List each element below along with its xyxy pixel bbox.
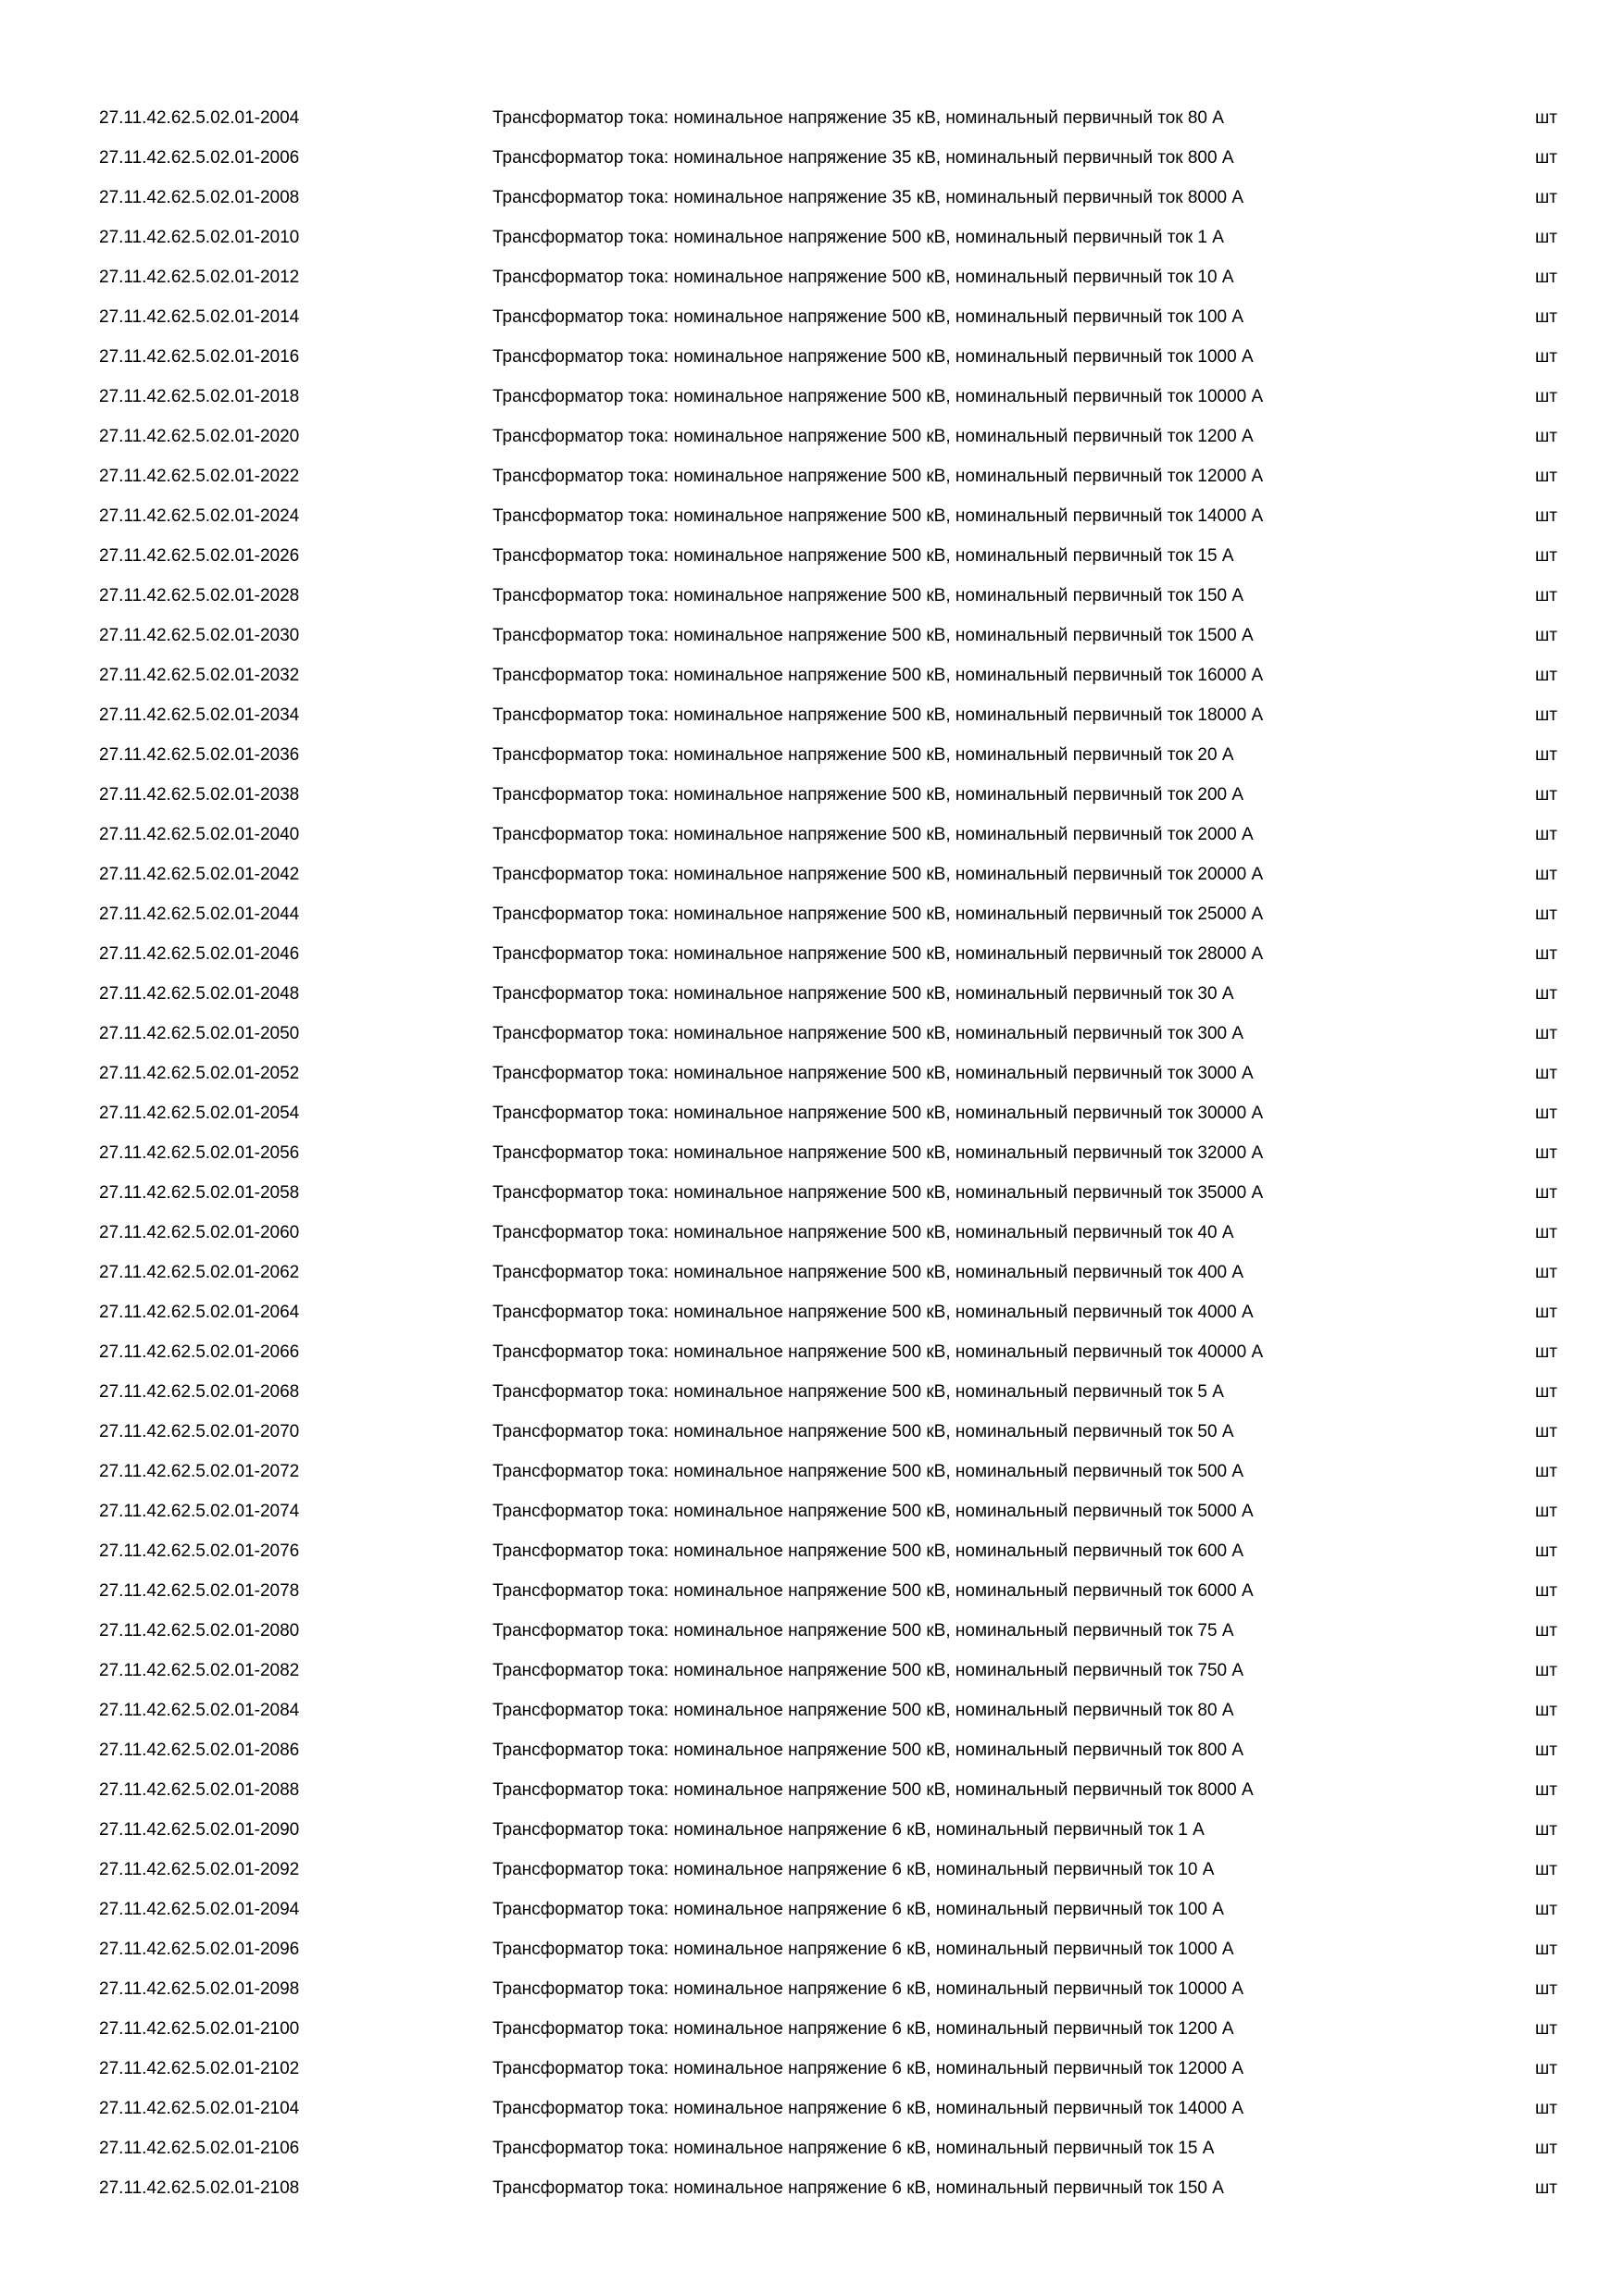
- item-unit: шт: [1535, 1979, 1557, 1999]
- table-row: [0, 1493, 1624, 1533]
- item-code: 27.11.42.62.5.02.01-2050: [99, 1024, 300, 1043]
- table-row: [0, 1095, 1624, 1135]
- item-code: 27.11.42.62.5.02.01-2108: [99, 2178, 300, 2198]
- item-description: Трансформатор тока: номинальное напряжение 500 кВ, номинальный первичный ток 1200 А: [493, 427, 1254, 446]
- item-unit: шт: [1535, 1502, 1557, 1521]
- item-description: Трансформатор тока: номинальное напряжение 500 кВ, номинальный первичный ток 5 А: [493, 1382, 1224, 1402]
- item-unit: шт: [1535, 785, 1557, 805]
- table-row: [0, 140, 1624, 180]
- table-row: [0, 856, 1624, 896]
- item-code: 27.11.42.62.5.02.01-2076: [99, 1541, 300, 1561]
- table-row: [0, 1732, 1624, 1772]
- item-code: 27.11.42.62.5.02.01-2074: [99, 1502, 300, 1521]
- table-row: [0, 299, 1624, 339]
- item-code: 27.11.42.62.5.02.01-2090: [99, 1820, 300, 1840]
- item-description: Трансформатор тока: номинальное напряжение 500 кВ, номинальный первичный ток 14000 А: [493, 506, 1264, 526]
- item-description: Трансформатор тока: номинальное напряжение 500 кВ, номинальный первичный ток 50 А: [493, 1422, 1234, 1441]
- table-row: [0, 618, 1624, 657]
- table-row: [0, 180, 1624, 219]
- item-table: [0, 100, 1624, 2210]
- item-code: 27.11.42.62.5.02.01-2088: [99, 1780, 300, 1800]
- item-code: 27.11.42.62.5.02.01-2006: [99, 148, 300, 168]
- item-code: 27.11.42.62.5.02.01-2072: [99, 1462, 300, 1481]
- item-description: Трансформатор тока: номинальное напряжение 500 кВ, номинальный первичный ток 5000 А: [493, 1502, 1254, 1521]
- item-description: Трансформатор тока: номинальное напряжение 6 кВ, номинальный первичный ток 12000 А: [493, 2059, 1244, 2078]
- item-unit: шт: [1535, 1940, 1557, 1959]
- item-description: Трансформатор тока: номинальное напряжение 500 кВ, номинальный первичный ток 100 А: [493, 307, 1244, 327]
- item-description: Трансформатор тока: номинальное напряжение 500 кВ, номинальный первичный ток 20 А: [493, 745, 1234, 765]
- item-code: 27.11.42.62.5.02.01-2078: [99, 1581, 300, 1601]
- table-row: [0, 817, 1624, 856]
- item-description: Трансформатор тока: номинальное напряжение 6 кВ, номинальный первичный ток 15 А: [493, 2139, 1215, 2158]
- item-unit: шт: [1535, 1382, 1557, 1402]
- item-unit: шт: [1535, 1263, 1557, 1282]
- table-row: [0, 1852, 1624, 1891]
- item-unit: шт: [1535, 228, 1557, 247]
- table-row: [0, 976, 1624, 1016]
- item-unit: шт: [1535, 1342, 1557, 1362]
- item-description: Трансформатор тока: номинальное напряжение 500 кВ, номинальный первичный ток 10000 А: [493, 387, 1264, 406]
- item-unit: шт: [1535, 188, 1557, 207]
- item-code: 27.11.42.62.5.02.01-2104: [99, 2099, 300, 2118]
- item-code: 27.11.42.62.5.02.01-2068: [99, 1382, 300, 1402]
- table-row: [0, 458, 1624, 498]
- table-row: [0, 1215, 1624, 1254]
- item-unit: шт: [1535, 1143, 1557, 1163]
- item-description: Трансформатор тока: номинальное напряжение 500 кВ, номинальный первичный ток 1 А: [493, 228, 1224, 247]
- item-unit: шт: [1535, 2139, 1557, 2158]
- item-unit: шт: [1535, 825, 1557, 844]
- table-row: [0, 737, 1624, 777]
- item-description: Трансформатор тока: номинальное напряжение 500 кВ, номинальный первичный ток 600 А: [493, 1541, 1244, 1561]
- table-row: [0, 777, 1624, 817]
- item-code: 27.11.42.62.5.02.01-2030: [99, 626, 300, 645]
- table-row: [0, 1334, 1624, 1374]
- item-code: 27.11.42.62.5.02.01-2020: [99, 427, 300, 446]
- table-row: [0, 1971, 1624, 2011]
- item-code: 27.11.42.62.5.02.01-2102: [99, 2059, 300, 2078]
- item-description: Трансформатор тока: номинальное напряжение 35 кВ, номинальный первичный ток 80 А: [493, 108, 1224, 128]
- item-unit: шт: [1535, 626, 1557, 645]
- item-unit: шт: [1535, 2099, 1557, 2118]
- item-description: Трансформатор тока: номинальное напряжение 500 кВ, номинальный первичный ток 6000 А: [493, 1581, 1254, 1601]
- item-unit: шт: [1535, 586, 1557, 605]
- item-description: Трансформатор тока: номинальное напряжение 500 кВ, номинальный первичный ток 2000 А: [493, 825, 1254, 844]
- item-code: 27.11.42.62.5.02.01-2034: [99, 705, 300, 725]
- item-code: 27.11.42.62.5.02.01-2008: [99, 188, 300, 207]
- table-row: [0, 1294, 1624, 1334]
- item-description: Трансформатор тока: номинальное напряжение 500 кВ, номинальный первичный ток 3000 А: [493, 1064, 1254, 1083]
- item-unit: шт: [1535, 1820, 1557, 1840]
- item-description: Трансформатор тока: номинальное напряжение 500 кВ, номинальный первичный ток 500 А: [493, 1462, 1244, 1481]
- item-description: Трансформатор тока: номинальное напряжение 500 кВ, номинальный первичный ток 32000 А: [493, 1143, 1264, 1163]
- item-description: Трансформатор тока: номинальное напряжение 35 кВ, номинальный первичный ток 8000 А: [493, 188, 1244, 207]
- table-row: [0, 657, 1624, 697]
- item-description: Трансформатор тока: номинальное напряжение 6 кВ, номинальный первичный ток 10000 А: [493, 1979, 1244, 1999]
- item-code: 27.11.42.62.5.02.01-2010: [99, 228, 300, 247]
- item-unit: шт: [1535, 1860, 1557, 1879]
- item-description: Трансформатор тока: номинальное напряжение 500 кВ, номинальный первичный ток 1000 А: [493, 347, 1254, 367]
- item-code: 27.11.42.62.5.02.01-2046: [99, 944, 300, 964]
- table-row: [0, 1653, 1624, 1692]
- item-unit: шт: [1535, 148, 1557, 168]
- item-code: 27.11.42.62.5.02.01-2080: [99, 1621, 300, 1641]
- item-code: 27.11.42.62.5.02.01-2026: [99, 546, 300, 566]
- table-row: [0, 1613, 1624, 1653]
- item-unit: шт: [1535, 1661, 1557, 1680]
- item-code: 27.11.42.62.5.02.01-2086: [99, 1741, 300, 1760]
- item-code: 27.11.42.62.5.02.01-2012: [99, 268, 300, 287]
- item-unit: шт: [1535, 1064, 1557, 1083]
- table-row: [0, 379, 1624, 418]
- item-description: Трансформатор тока: номинальное напряжение 500 кВ, номинальный первичный ток 80 А: [493, 1701, 1234, 1720]
- item-code: 27.11.42.62.5.02.01-2092: [99, 1860, 300, 1879]
- item-code: 27.11.42.62.5.02.01-2060: [99, 1223, 300, 1242]
- item-unit: шт: [1535, 467, 1557, 486]
- table-row: [0, 697, 1624, 737]
- item-unit: шт: [1535, 1741, 1557, 1760]
- item-code: 27.11.42.62.5.02.01-2040: [99, 825, 300, 844]
- item-unit: шт: [1535, 268, 1557, 287]
- item-code: 27.11.42.62.5.02.01-2056: [99, 1143, 300, 1163]
- item-unit: шт: [1535, 506, 1557, 526]
- item-description: Трансформатор тока: номинальное напряжение 6 кВ, номинальный первичный ток 150 А: [493, 2178, 1224, 2198]
- item-unit: шт: [1535, 108, 1557, 128]
- item-description: Трансформатор тока: номинальное напряжение 35 кВ, номинальный первичный ток 800 А: [493, 148, 1234, 168]
- item-description: Трансформатор тока: номинальное напряжение 6 кВ, номинальный первичный ток 1200 А: [493, 2019, 1234, 2039]
- item-description: Трансформатор тока: номинальное напряжение 500 кВ, номинальный первичный ток 300 А: [493, 1024, 1244, 1043]
- table-row: [0, 418, 1624, 458]
- item-unit: шт: [1535, 1541, 1557, 1561]
- item-unit: шт: [1535, 705, 1557, 725]
- item-description: Трансформатор тока: номинальное напряжение 500 кВ, номинальный первичный ток 400 А: [493, 1263, 1244, 1282]
- item-unit: шт: [1535, 427, 1557, 446]
- table-row: [0, 1812, 1624, 1852]
- item-unit: шт: [1535, 307, 1557, 327]
- item-description: Трансформатор тока: номинальное напряжение 500 кВ, номинальный первичный ток 16000 А: [493, 666, 1264, 685]
- item-description: Трансформатор тока: номинальное напряжение 500 кВ, номинальный первичный ток 15 А: [493, 546, 1234, 566]
- item-description: Трансформатор тока: номинальное напряжение 500 кВ, номинальный первичный ток 150 А: [493, 586, 1244, 605]
- table-row: [0, 1254, 1624, 1294]
- item-code: 27.11.42.62.5.02.01-2028: [99, 586, 300, 605]
- item-unit: шт: [1535, 865, 1557, 884]
- item-code: 27.11.42.62.5.02.01-2014: [99, 307, 300, 327]
- item-unit: шт: [1535, 1780, 1557, 1800]
- item-description: Трансформатор тока: номинальное напряжение 500 кВ, номинальный первичный ток 75 А: [493, 1621, 1234, 1641]
- table-row: [0, 2090, 1624, 2130]
- item-description: Трансформатор тока: номинальное напряжение 500 кВ, номинальный первичный ток 4000 А: [493, 1303, 1254, 1322]
- table-row: [0, 1931, 1624, 1971]
- item-code: 27.11.42.62.5.02.01-2052: [99, 1064, 300, 1083]
- item-unit: шт: [1535, 944, 1557, 964]
- item-code: 27.11.42.62.5.02.01-2004: [99, 108, 300, 128]
- table-row: [0, 1454, 1624, 1493]
- item-unit: шт: [1535, 666, 1557, 685]
- table-row: [0, 339, 1624, 379]
- item-code: 27.11.42.62.5.02.01-2038: [99, 785, 300, 805]
- item-unit: шт: [1535, 905, 1557, 924]
- item-code: 27.11.42.62.5.02.01-2066: [99, 1342, 300, 1362]
- item-unit: шт: [1535, 1581, 1557, 1601]
- item-unit: шт: [1535, 2019, 1557, 2039]
- table-row: [0, 1175, 1624, 1215]
- item-unit: шт: [1535, 2178, 1557, 2198]
- item-code: 27.11.42.62.5.02.01-2036: [99, 745, 300, 765]
- table-row: [0, 1135, 1624, 1175]
- item-description: Трансформатор тока: номинальное напряжение 500 кВ, номинальный первичный ток 25000 А: [493, 905, 1264, 924]
- item-unit: шт: [1535, 1303, 1557, 1322]
- item-description: Трансформатор тока: номинальное напряжение 500 кВ, номинальный первичный ток 750 А: [493, 1661, 1244, 1680]
- item-description: Трансформатор тока: номинальное напряжение 500 кВ, номинальный первичный ток 35000 А: [493, 1183, 1264, 1203]
- table-row: [0, 538, 1624, 578]
- table-row: [0, 1891, 1624, 1931]
- item-description: Трансформатор тока: номинальное напряжение 500 кВ, номинальный первичный ток 1500 А: [493, 626, 1254, 645]
- item-code: 27.11.42.62.5.02.01-2058: [99, 1183, 300, 1203]
- item-description: Трансформатор тока: номинальное напряжение 500 кВ, номинальный первичный ток 40000 А: [493, 1342, 1264, 1362]
- table-row: [0, 1414, 1624, 1454]
- item-description: Трансформатор тока: номинальное напряжение 500 кВ, номинальный первичный ток 30000 А: [493, 1104, 1264, 1123]
- item-code: 27.11.42.62.5.02.01-2064: [99, 1303, 300, 1322]
- item-description: Трансформатор тока: номинальное напряжение 500 кВ, номинальный первичный ток 10 А: [493, 268, 1234, 287]
- table-row: [0, 1692, 1624, 1732]
- item-code: 27.11.42.62.5.02.01-2084: [99, 1701, 300, 1720]
- item-code: 27.11.42.62.5.02.01-2062: [99, 1263, 300, 1282]
- item-unit: шт: [1535, 1223, 1557, 1242]
- item-unit: шт: [1535, 745, 1557, 765]
- table-row: [0, 219, 1624, 259]
- table-row: [0, 2011, 1624, 2051]
- item-description: Трансформатор тока: номинальное напряжение 500 кВ, номинальный первичный ток 28000 А: [493, 944, 1264, 964]
- item-code: 27.11.42.62.5.02.01-2024: [99, 506, 300, 526]
- item-code: 27.11.42.62.5.02.01-2018: [99, 387, 300, 406]
- item-description: Трансформатор тока: номинальное напряжение 500 кВ, номинальный первичный ток 200 А: [493, 785, 1244, 805]
- item-description: Трансформатор тока: номинальное напряжение 500 кВ, номинальный первичный ток 40 А: [493, 1223, 1234, 1242]
- table-row: [0, 2130, 1624, 2170]
- item-code: 27.11.42.62.5.02.01-2100: [99, 2019, 300, 2039]
- item-code: 27.11.42.62.5.02.01-2098: [99, 1979, 300, 1999]
- table-row: [0, 896, 1624, 936]
- item-unit: шт: [1535, 1183, 1557, 1203]
- table-row: [0, 2051, 1624, 2090]
- item-unit: шт: [1535, 984, 1557, 1004]
- table-row: [0, 100, 1624, 140]
- item-description: Трансформатор тока: номинальное напряжение 500 кВ, номинальный первичный ток 20000 А: [493, 865, 1264, 884]
- table-row: [0, 1533, 1624, 1573]
- table-row: [0, 936, 1624, 976]
- item-unit: шт: [1535, 546, 1557, 566]
- item-code: 27.11.42.62.5.02.01-2070: [99, 1422, 300, 1441]
- table-row: [0, 1374, 1624, 1414]
- item-code: 27.11.42.62.5.02.01-2044: [99, 905, 300, 924]
- item-description: Трансформатор тока: номинальное напряжение 6 кВ, номинальный первичный ток 1000 А: [493, 1940, 1234, 1959]
- item-description: Трансформатор тока: номинальное напряжение 500 кВ, номинальный первичный ток 800 А: [493, 1741, 1244, 1760]
- table-row: [0, 2170, 1624, 2210]
- item-description: Трансформатор тока: номинальное напряжение 500 кВ, номинальный первичный ток 30 А: [493, 984, 1234, 1004]
- item-unit: шт: [1535, 1462, 1557, 1481]
- table-row: [0, 1772, 1624, 1812]
- item-unit: шт: [1535, 347, 1557, 367]
- item-unit: шт: [1535, 1621, 1557, 1641]
- item-code: 27.11.42.62.5.02.01-2094: [99, 1900, 300, 1919]
- item-unit: шт: [1535, 2059, 1557, 2078]
- item-description: Трансформатор тока: номинальное напряжение 6 кВ, номинальный первичный ток 10 А: [493, 1860, 1215, 1879]
- item-code: 27.11.42.62.5.02.01-2016: [99, 347, 300, 367]
- table-row: [0, 1573, 1624, 1613]
- item-code: 27.11.42.62.5.02.01-2082: [99, 1661, 300, 1680]
- item-unit: шт: [1535, 1422, 1557, 1441]
- item-unit: шт: [1535, 1104, 1557, 1123]
- item-code: 27.11.42.62.5.02.01-2096: [99, 1940, 300, 1959]
- table-row: [0, 498, 1624, 538]
- item-description: Трансформатор тока: номинальное напряжение 500 кВ, номинальный первичный ток 8000 А: [493, 1780, 1254, 1800]
- item-unit: шт: [1535, 1701, 1557, 1720]
- item-code: 27.11.42.62.5.02.01-2054: [99, 1104, 300, 1123]
- table-row: [0, 1055, 1624, 1095]
- table-row: [0, 578, 1624, 618]
- item-description: Трансформатор тока: номинальное напряжение 500 кВ, номинальный первичный ток 12000 А: [493, 467, 1264, 486]
- item-code: 27.11.42.62.5.02.01-2032: [99, 666, 300, 685]
- table-row: [0, 1016, 1624, 1055]
- item-description: Трансформатор тока: номинальное напряжение 6 кВ, номинальный первичный ток 100 А: [493, 1900, 1224, 1919]
- item-unit: шт: [1535, 1024, 1557, 1043]
- item-code: 27.11.42.62.5.02.01-2048: [99, 984, 300, 1004]
- item-code: 27.11.42.62.5.02.01-2022: [99, 467, 300, 486]
- item-unit: шт: [1535, 1900, 1557, 1919]
- item-description: Трансформатор тока: номинальное напряжение 6 кВ, номинальный первичный ток 14000 А: [493, 2099, 1244, 2118]
- item-code: 27.11.42.62.5.02.01-2106: [99, 2139, 300, 2158]
- item-code: 27.11.42.62.5.02.01-2042: [99, 865, 300, 884]
- item-description: Трансформатор тока: номинальное напряжение 500 кВ, номинальный первичный ток 18000 А: [493, 705, 1264, 725]
- item-description: Трансформатор тока: номинальное напряжение 6 кВ, номинальный первичный ток 1 А: [493, 1820, 1205, 1840]
- item-unit: шт: [1535, 387, 1557, 406]
- table-row: [0, 259, 1624, 299]
